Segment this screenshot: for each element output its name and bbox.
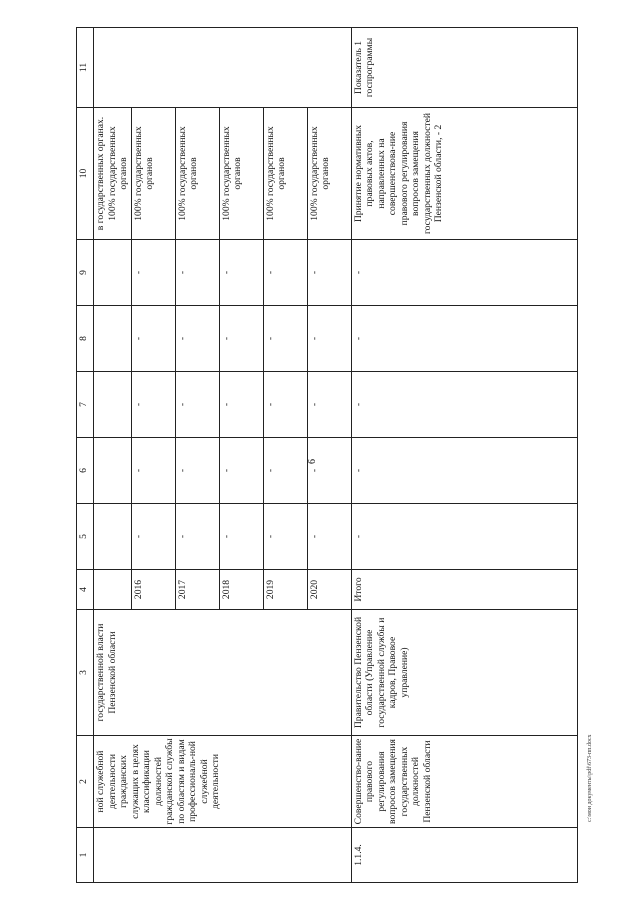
header-row: [77, 28, 94, 883]
value-cell: -: [131, 372, 175, 438]
value-cell: -: [351, 372, 578, 438]
page-number: 6: [307, 459, 318, 464]
value-cell: -: [307, 372, 351, 438]
indicator-cell: Показатель 1 госпрограммы: [351, 28, 578, 108]
col-header: 4: [77, 570, 94, 610]
value-cell: -: [219, 240, 263, 306]
col-header: 9: [77, 240, 94, 306]
value-cell: -: [219, 372, 263, 438]
indicator-cell: [94, 28, 352, 108]
col-header: 2: [77, 736, 94, 828]
col-header: 8: [77, 306, 94, 372]
result-cell: 100% государственных органов: [131, 108, 175, 240]
value-cell: -: [263, 372, 307, 438]
value-cell: -: [175, 240, 219, 306]
value-cell: -: [219, 306, 263, 372]
col-header: 1: [77, 828, 94, 883]
value-cell: -: [307, 240, 351, 306]
year-cell: 2017: [175, 570, 219, 610]
value-cell: -: [131, 306, 175, 372]
result-cell: 100% государственных органов: [175, 108, 219, 240]
value-cell: -: [351, 438, 578, 504]
year-cell: 2016: [131, 570, 175, 610]
value-cell: -: [219, 504, 263, 570]
col-header: 3: [77, 610, 94, 736]
col-header: 10: [77, 108, 94, 240]
year-cell: [94, 570, 132, 610]
col-header: 7: [77, 372, 94, 438]
year-cell: 2018: [219, 570, 263, 610]
value-cell: -: [263, 504, 307, 570]
result-cell: 100% государственных органов: [263, 108, 307, 240]
result-cell: в государственных органах. 100% государственных органов: [94, 108, 132, 240]
year-cell: 2019: [263, 570, 307, 610]
table-row: [351, 28, 578, 883]
value-cell: -: [307, 306, 351, 372]
col-header: 5: [77, 504, 94, 570]
value-cell: -: [263, 306, 307, 372]
value-cell: -: [175, 306, 219, 372]
year-cell: Итого: [351, 570, 578, 610]
year-cell: 2020: [307, 570, 351, 610]
value-cell: -: [219, 438, 263, 504]
value-cell: -: [175, 438, 219, 504]
program-table: [76, 27, 578, 883]
value-cell: -: [351, 504, 578, 570]
result-cell: Принятие нормативных правовых актов, направленных на совершенствова-ние правового регулирования вопросов замещения государственных должностей Пензенской области, - 2: [351, 108, 578, 240]
value-cell: -: [307, 438, 351, 504]
measure-name: ной служебной деятельности гражданских служащих в целях классификации должностей гражданской службы по областям и видам профессиональ-ной служебной деятельности: [94, 736, 352, 828]
value-cell: -: [175, 372, 219, 438]
value-cell: -: [131, 504, 175, 570]
value-cell: -: [351, 306, 578, 372]
value-cell: -: [263, 240, 307, 306]
measure-name: Совершенство-вание правового регулирования вопросов замещения государственных должностей Пензенской области: [351, 736, 578, 828]
file-path-footer: c:\мои документы\pdf\673-пп.docx: [587, 734, 593, 822]
result-cell: 100% государственных органов: [219, 108, 263, 240]
result-cell: 100% государственных органов: [307, 108, 351, 240]
executor: государственной власти Пензенской области: [94, 610, 352, 736]
value-cell: -: [131, 240, 175, 306]
table-container: [76, 28, 578, 883]
value-cell: -: [263, 438, 307, 504]
value-cell: -: [307, 504, 351, 570]
row-number: [94, 828, 352, 883]
executor: Правительство Пензенской области (Управление государственной службы и кадров, Правовое управление): [351, 610, 578, 736]
col-header: 6: [77, 438, 94, 504]
value-cell: -: [175, 504, 219, 570]
row-number: 1.1.4.: [351, 828, 578, 883]
value-cell: -: [131, 438, 175, 504]
value-cell: -: [351, 240, 578, 306]
table-row: [94, 28, 132, 883]
col-header: 11: [77, 28, 94, 108]
